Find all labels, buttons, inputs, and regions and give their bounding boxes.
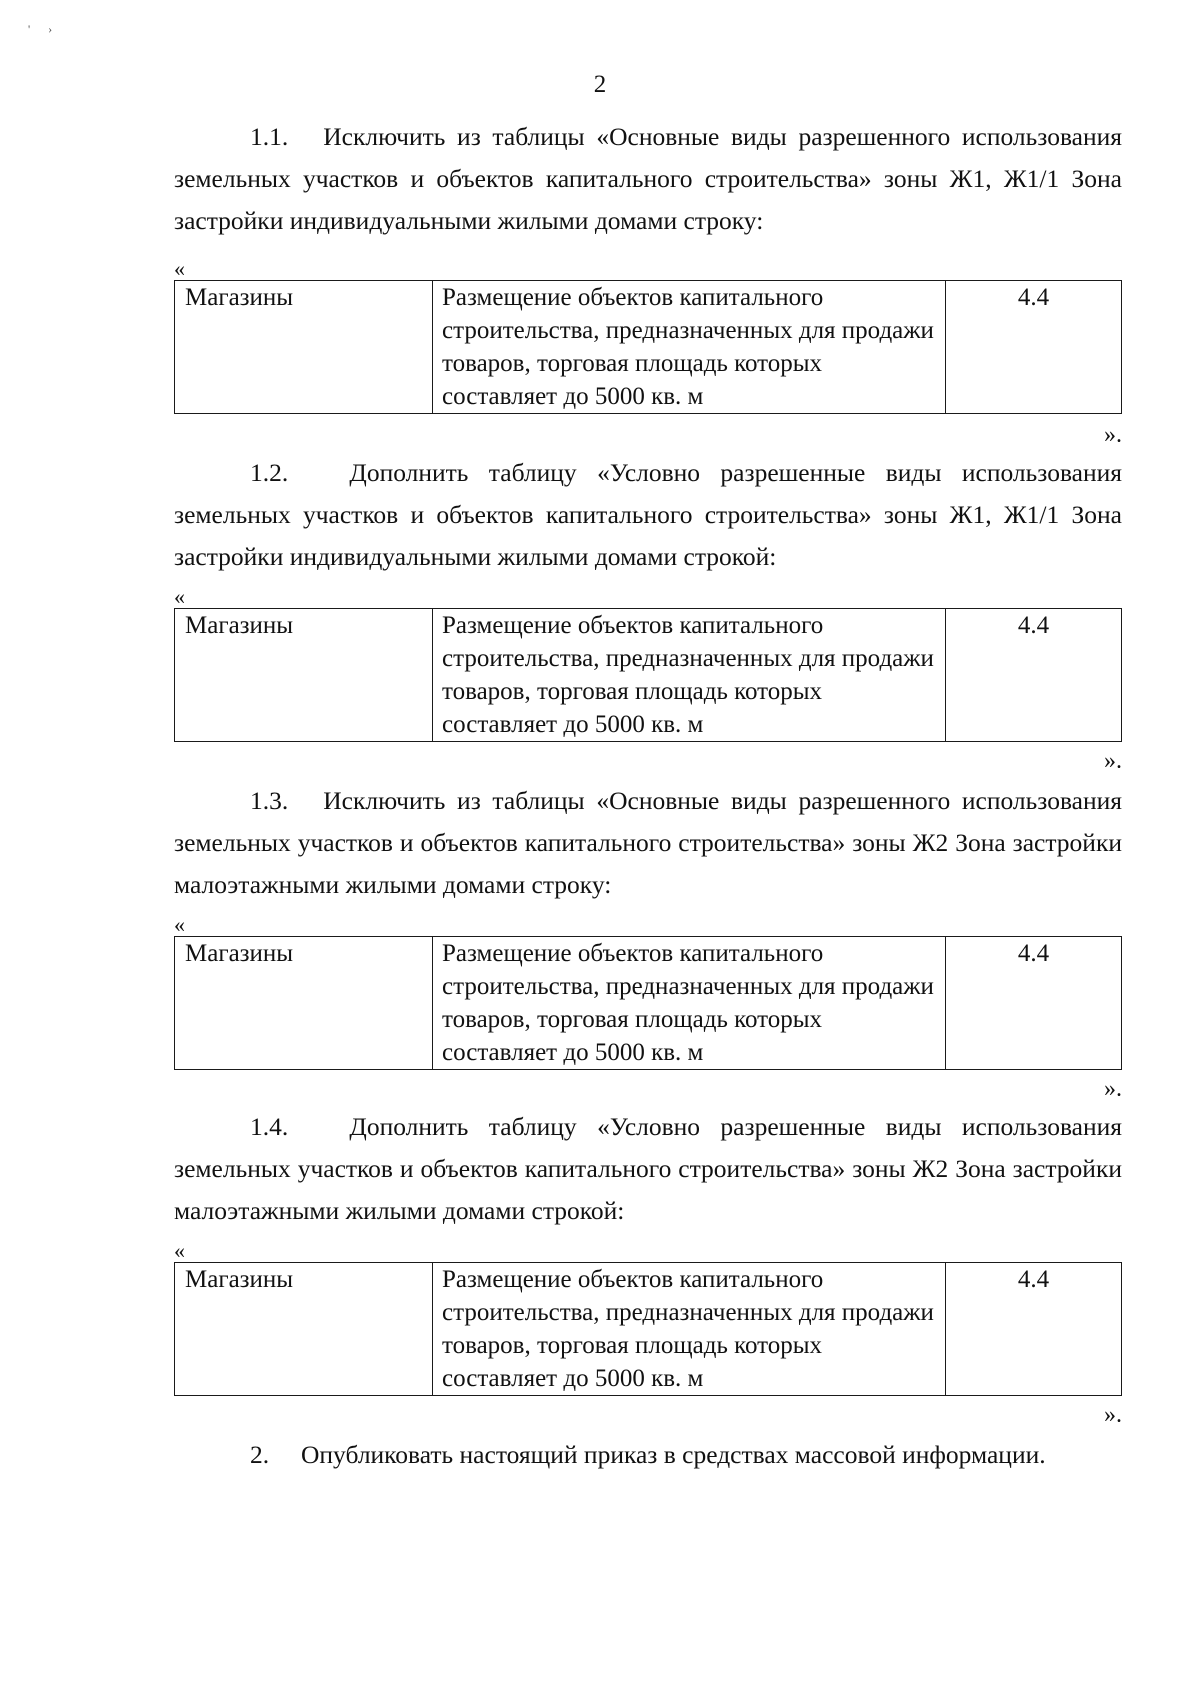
section-1-3-paragraph xyxy=(174,780,1122,906)
amendment-table-1-1 xyxy=(174,280,1122,414)
use-name-cell: Магазины xyxy=(175,1263,433,1396)
section-text: Дополнить таблицу «Условно разрешенные виды использования земельных участков и объектов капитального строительства» зоны Ж2 Зона застройки малоэтажными жилыми домами строкой: xyxy=(174,1112,1123,1225)
open-quote: « xyxy=(174,584,185,609)
section-1-2-paragraph xyxy=(174,452,1122,578)
section-1-1-paragraph xyxy=(174,116,1122,242)
use-description-cell: Размещение объектов капитального строительства, предназначенных для продажи товаров, торговая площадь которых составляет до 5000 кв. м xyxy=(433,1263,946,1396)
use-code-cell: 4.4 xyxy=(946,1263,1122,1396)
close-quote: ». xyxy=(1104,748,1122,774)
section-text: Исключить из таблицы «Основные виды разрешенного использования земельных участков и объектов капитального строительства» зоны Ж2 Зона застройки малоэтажными жилыми домами строку: xyxy=(174,786,1122,899)
amendment-table-1-3 xyxy=(174,936,1122,1070)
use-code-cell: 4.4 xyxy=(946,281,1122,414)
use-description-cell: Размещение объектов капитального строительства, предназначенных для продажи товаров, торговая площадь которых составляет до 5000 кв. м xyxy=(433,281,946,414)
table-row xyxy=(175,609,1122,742)
open-quote: « xyxy=(174,1238,185,1263)
close-quote: ». xyxy=(1104,422,1122,448)
scan-specks: ' › xyxy=(28,22,53,36)
close-quote: ». xyxy=(1104,1076,1122,1102)
section-number: 1.2. xyxy=(250,458,289,487)
use-description-cell: Размещение объектов капитального строительства, предназначенных для продажи товаров, торговая площадь которых составляет до 5000 кв. м xyxy=(433,937,946,1070)
section-number: 2. xyxy=(250,1440,270,1469)
open-quote: « xyxy=(174,912,185,937)
use-code-cell: 4.4 xyxy=(946,937,1122,1070)
table-row xyxy=(175,937,1122,1070)
section-number: 1.3. xyxy=(250,786,289,815)
table-row xyxy=(175,1263,1122,1396)
section-1-4-paragraph xyxy=(174,1106,1122,1232)
use-name-cell: Магазины xyxy=(175,281,433,414)
amendment-table-1-4 xyxy=(174,1262,1122,1396)
use-code-cell: 4.4 xyxy=(946,609,1122,742)
open-quote: « xyxy=(174,256,185,281)
close-quote: ». xyxy=(1104,1402,1122,1428)
amendment-table-1-2 xyxy=(174,608,1122,742)
page-number: 2 xyxy=(593,71,607,98)
section-number: 1.4. xyxy=(250,1112,289,1141)
section-text: Опубликовать настоящий приказ в средствах массовой информации. xyxy=(301,1440,1046,1469)
section-2-paragraph xyxy=(174,1434,1122,1476)
section-number: 1.1. xyxy=(250,122,289,151)
section-text: Дополнить таблицу «Условно разрешенные виды использования земельных участков и объектов капитального строительства» зоны Ж1, Ж1/1 Зона застройки индивидуальными жилыми домами строкой: xyxy=(174,458,1123,571)
use-name-cell: Магазины xyxy=(175,609,433,742)
use-description-cell: Размещение объектов капитального строительства, предназначенных для продажи товаров, торговая площадь которых составляет до 5000 кв. м xyxy=(433,609,946,742)
table-row xyxy=(175,281,1122,414)
use-name-cell: Магазины xyxy=(175,937,433,1070)
section-text: Исключить из таблицы «Основные виды разрешенного использования земельных участков и объектов капитального строительства» зоны Ж1, Ж1/1 Зона застройки индивидуальными жилыми домами строку: xyxy=(174,122,1122,235)
